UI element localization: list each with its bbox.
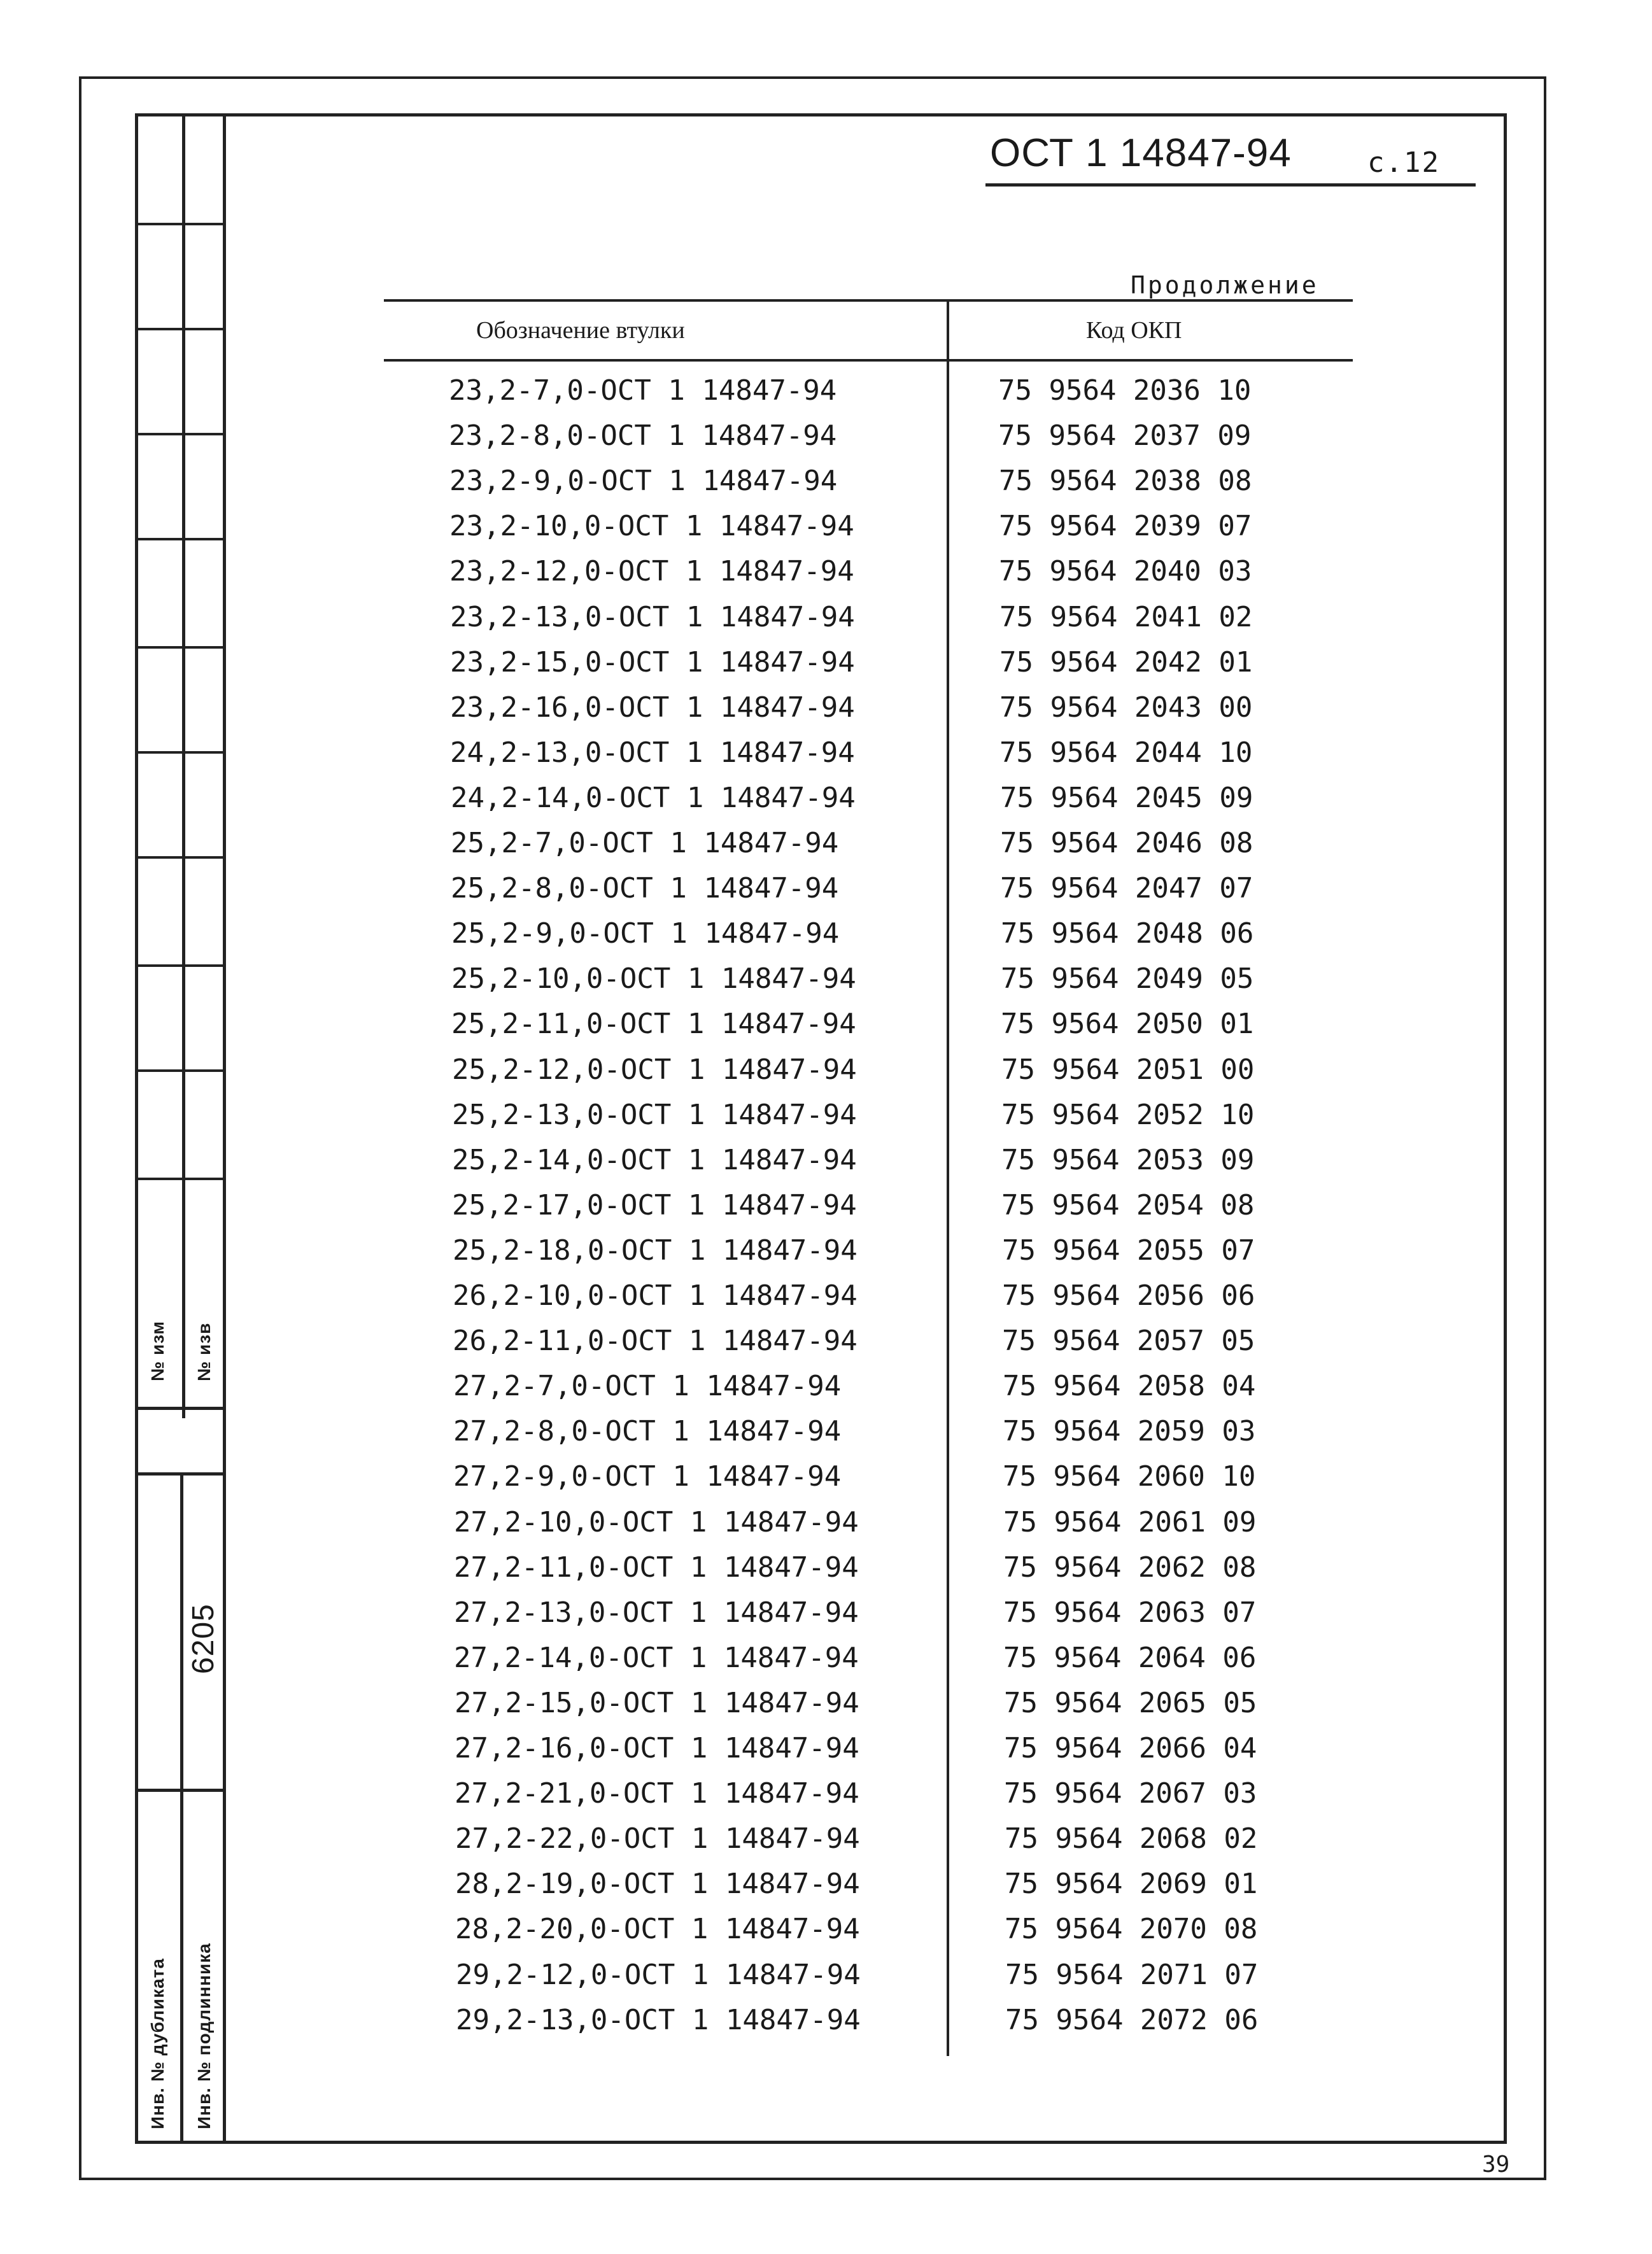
- izm-label: № изм: [148, 1320, 167, 1381]
- bushing-designation: 28,2-19,0-ОСТ 1 14847-94: [455, 1868, 860, 1900]
- bushing-designation: 25,2-14,0-ОСТ 1 14847-94: [452, 1144, 857, 1176]
- okp-code: 75 9564 2063 07: [1003, 1596, 1257, 1629]
- okp-code: 75 9564 2040 03: [999, 555, 1252, 588]
- bushing-designation: 25,2-10,0-ОСТ 1 14847-94: [451, 962, 856, 995]
- bushing-designation: 23,2-12,0-ОСТ 1 14847-94: [449, 555, 854, 588]
- bushing-designation: 26,2-10,0-ОСТ 1 14847-94: [453, 1279, 858, 1312]
- header-underline: [985, 183, 1476, 187]
- okp-code: 75 9564 2070 08: [1005, 1913, 1258, 1945]
- bushing-designation: 23,2-7,0-ОСТ 1 14847-94: [449, 374, 837, 407]
- bushing-designation: 25,2-17,0-ОСТ 1 14847-94: [452, 1189, 857, 1222]
- okp-code: 75 9564 2060 10: [1003, 1460, 1256, 1493]
- bushing-designation: 25,2-12,0-ОСТ 1 14847-94: [452, 1053, 857, 1086]
- bushing-designation: 25,2-18,0-ОСТ 1 14847-94: [453, 1234, 858, 1267]
- okp-code: 75 9564 2046 08: [1000, 827, 1253, 859]
- bushing-designation: 27,2-9,0-ОСТ 1 14847-94: [453, 1460, 842, 1493]
- bushing-designation: 27,2-7,0-ОСТ 1 14847-94: [453, 1370, 842, 1402]
- table-top-rule: [384, 299, 1353, 302]
- okp-code: 75 9564 2043 00: [999, 691, 1253, 724]
- bushing-designation: 23,2-10,0-ОСТ 1 14847-94: [449, 510, 854, 542]
- bushing-designation: 25,2-8,0-ОСТ 1 14847-94: [451, 872, 839, 905]
- table-header-rule: [384, 359, 1353, 362]
- okp-code: 75 9564 2036 10: [998, 374, 1252, 407]
- izv-label: № изв: [194, 1322, 214, 1381]
- bushing-designation: 23,2-9,0-ОСТ 1 14847-94: [449, 465, 838, 497]
- okp-code: 75 9564 2055 07: [1002, 1234, 1255, 1267]
- okp-code: 75 9564 2052 10: [1001, 1099, 1255, 1131]
- okp-code: 75 9564 2072 06: [1005, 2004, 1259, 2036]
- okp-code: 75 9564 2071 07: [1005, 1959, 1259, 1991]
- okp-code: 75 9564 2037 09: [998, 419, 1252, 452]
- okp-code: 75 9564 2061 09: [1003, 1506, 1257, 1539]
- okp-code: 75 9564 2056 06: [1002, 1279, 1255, 1312]
- okp-code: 75 9564 2041 02: [999, 601, 1253, 633]
- bushing-designation: 27,2-16,0-ОСТ 1 14847-94: [455, 1732, 859, 1764]
- okp-code: 75 9564 2054 08: [1001, 1189, 1255, 1222]
- okp-code: 75 9564 2053 09: [1001, 1144, 1255, 1176]
- continuation-label: Продолжение: [1131, 271, 1319, 299]
- bushing-designation: 27,2-11,0-ОСТ 1 14847-94: [454, 1551, 859, 1584]
- bushing-designation: 28,2-20,0-ОСТ 1 14847-94: [455, 1913, 860, 1945]
- table-column-divider: [947, 299, 949, 2056]
- okp-code: 75 9564 2045 09: [1000, 782, 1253, 814]
- okp-code: 75 9564 2058 04: [1003, 1370, 1256, 1402]
- bushing-designation: 29,2-13,0-ОСТ 1 14847-94: [456, 2004, 861, 2036]
- bushing-designation: 25,2-13,0-ОСТ 1 14847-94: [452, 1099, 857, 1131]
- okp-code: 75 9564 2062 08: [1003, 1551, 1257, 1584]
- dup-label: Инв. № дубликата: [148, 1958, 167, 2129]
- bushing-designation: 27,2-13,0-ОСТ 1 14847-94: [454, 1596, 859, 1629]
- page-number: 39: [1482, 2152, 1510, 2178]
- okp-code: 75 9564 2057 05: [1002, 1325, 1255, 1357]
- bushing-designation: 24,2-13,0-ОСТ 1 14847-94: [450, 736, 855, 769]
- bushing-designation: 23,2-15,0-ОСТ 1 14847-94: [450, 646, 855, 679]
- okp-code: 75 9564 2067 03: [1004, 1777, 1257, 1810]
- okp-code: 75 9564 2068 02: [1005, 1822, 1258, 1855]
- okp-code: 75 9564 2038 08: [999, 465, 1252, 497]
- document-code: ОСТ 1 14847-94: [990, 131, 1292, 175]
- bushing-designation: 26,2-11,0-ОСТ 1 14847-94: [453, 1325, 858, 1357]
- bushing-designation: 25,2-9,0-ОСТ 1 14847-94: [451, 917, 840, 950]
- okp-code: 75 9564 2050 01: [1001, 1008, 1254, 1040]
- okp-code: 75 9564 2069 01: [1005, 1868, 1258, 1900]
- bushing-designation: 27,2-10,0-ОСТ 1 14847-94: [454, 1506, 859, 1539]
- bushing-designation: 23,2-16,0-ОСТ 1 14847-94: [450, 691, 855, 724]
- bushing-designation: 23,2-8,0-ОСТ 1 14847-94: [449, 419, 837, 452]
- sheet-number: с.12: [1367, 146, 1440, 179]
- okp-code: 75 9564 2066 04: [1004, 1732, 1257, 1764]
- okp-code: 75 9564 2051 00: [1001, 1053, 1255, 1086]
- bushing-designation: 27,2-15,0-ОСТ 1 14847-94: [455, 1687, 859, 1719]
- bushing-designation: 27,2-14,0-ОСТ 1 14847-94: [454, 1642, 859, 1674]
- bushing-designation: 23,2-13,0-ОСТ 1 14847-94: [450, 601, 855, 633]
- okp-code: 75 9564 2044 10: [999, 736, 1253, 769]
- bushing-designation: 24,2-14,0-ОСТ 1 14847-94: [451, 782, 856, 814]
- bushing-designation: 29,2-12,0-ОСТ 1 14847-94: [456, 1959, 861, 1991]
- okp-code: 75 9564 2059 03: [1003, 1415, 1256, 1447]
- okp-code: 75 9564 2049 05: [1001, 962, 1254, 995]
- bushing-designation: 27,2-22,0-ОСТ 1 14847-94: [455, 1822, 860, 1855]
- bushing-designation: 25,2-7,0-ОСТ 1 14847-94: [451, 827, 839, 859]
- okp-code: 75 9564 2039 07: [999, 510, 1252, 542]
- bushing-designation: 25,2-11,0-ОСТ 1 14847-94: [451, 1008, 856, 1040]
- column-header-okp-code: Код ОКП: [1086, 317, 1182, 344]
- okp-code: 75 9564 2065 05: [1004, 1687, 1257, 1719]
- okp-code: 75 9564 2048 06: [1001, 917, 1254, 950]
- bushing-designation: 27,2-8,0-ОСТ 1 14847-94: [453, 1415, 842, 1447]
- okp-code: 75 9564 2047 07: [1000, 872, 1253, 905]
- okp-code: 75 9564 2042 01: [999, 646, 1253, 679]
- column-header-designation: Обозначение втулки: [476, 317, 685, 344]
- okp-code: 75 9564 2064 06: [1003, 1642, 1257, 1674]
- bushing-designation: 27,2-21,0-ОСТ 1 14847-94: [455, 1777, 859, 1810]
- inventory-number: 6205: [187, 1603, 220, 1674]
- orig-label: Инв. № подлинника: [194, 1943, 214, 2129]
